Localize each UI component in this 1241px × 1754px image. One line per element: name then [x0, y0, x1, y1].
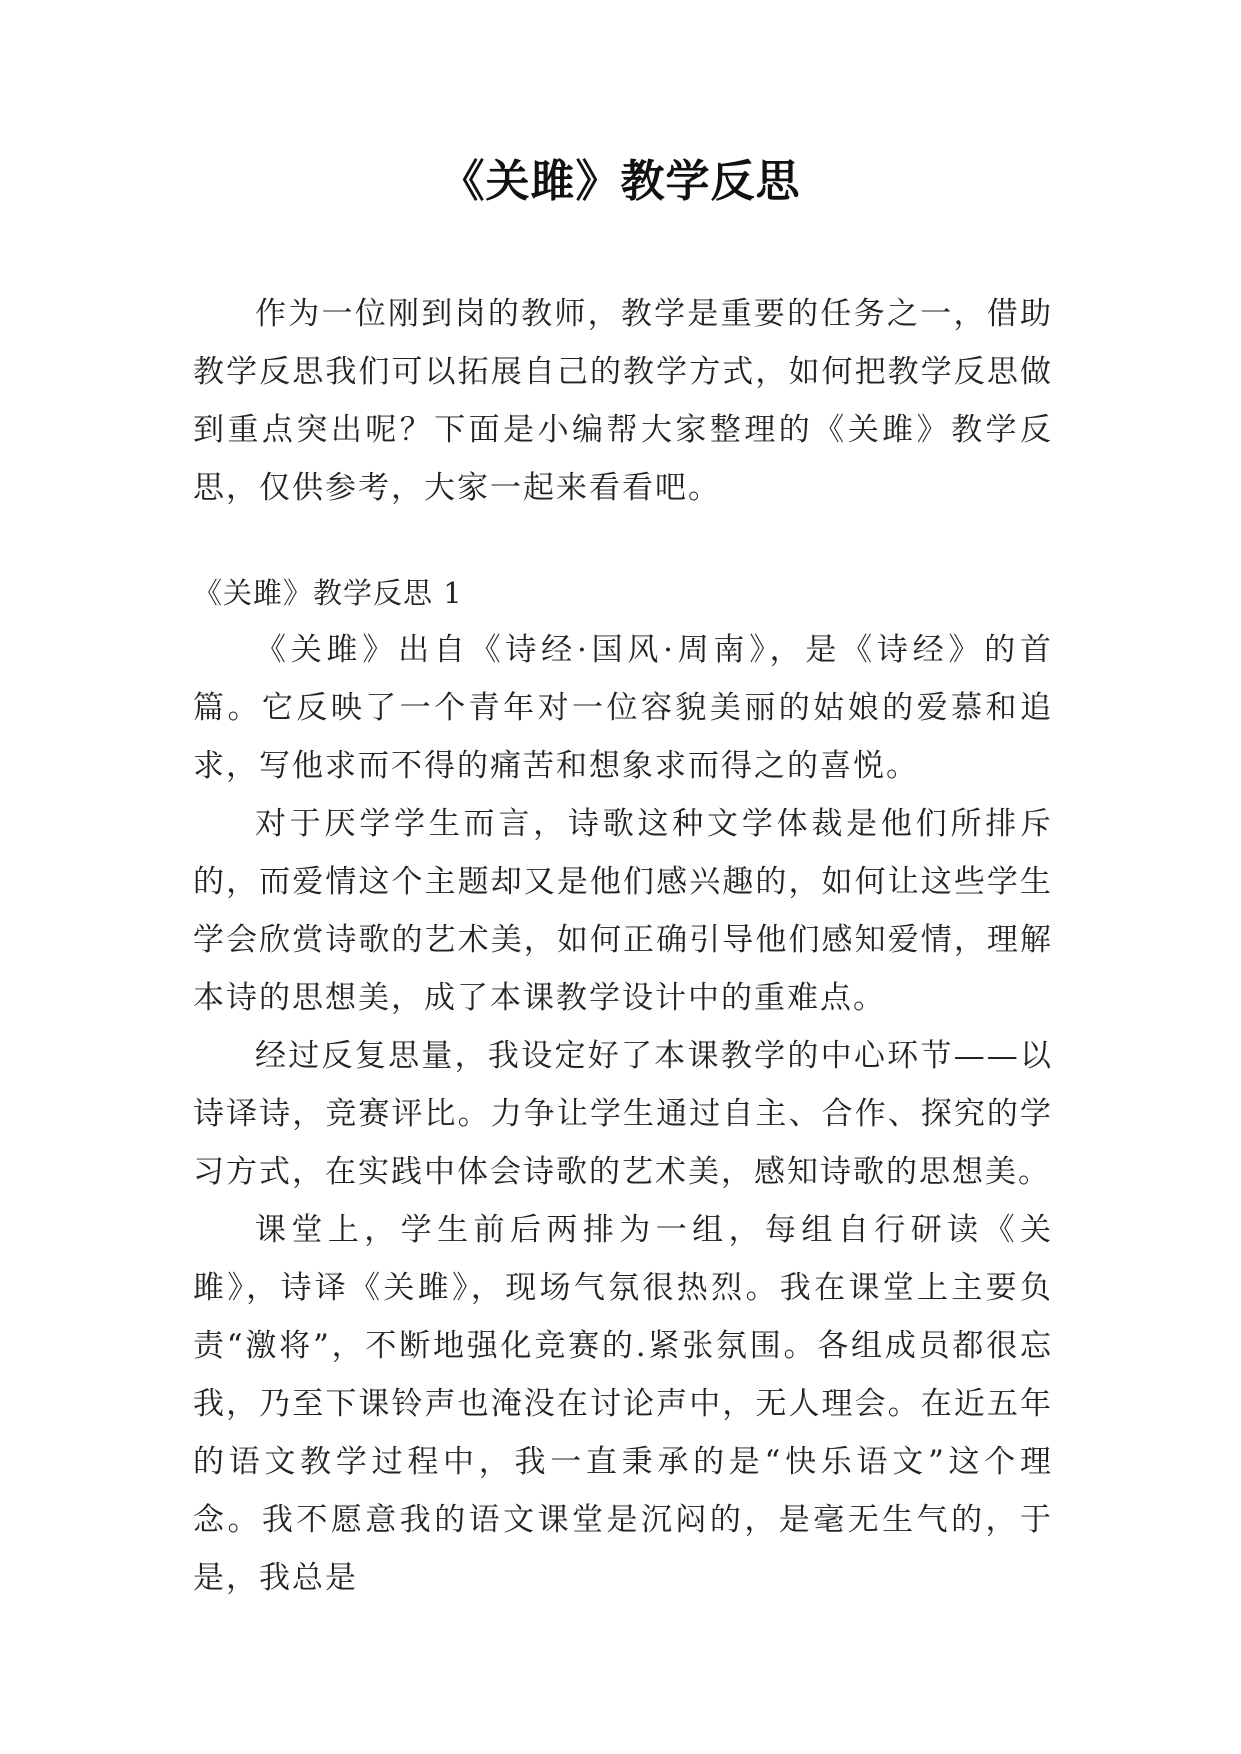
body-paragraph: 《关雎》出自《诗经·国风·周南》，是《诗经》的首篇。它反映了一个青年对一位容貌美丽的姑娘的爱慕和追求，写他求而不得的痛苦和想象求而得之的喜悦。 — [193, 632, 1053, 784]
document-body — [193, 285, 1053, 1607]
body-paragraph: 课堂上，学生前后两排为一组，每组自行研读《关雎》，诗译《关雎》，现场气氛很热烈。我在课堂上主要负责“激将”，不断地强化竞赛的.紧张氛围。各组成员都很忘我，乃至下课铃声也淹没在讨论声中，无人理会。在近五年的语文教学过程中，我一直秉承的是“快乐语文”这个理念。我不愿意我的语文课堂是沉闷的，是毫无生气的，于是，我总是 — [193, 1212, 1053, 1596]
section-heading: 《关雎》教学反思 1 — [193, 576, 463, 610]
body-paragraph: 经过反复思量，我设定好了本课教学的中心环节——以诗译诗，竞赛评比。力争让学生通过自主、合作、探究的学习方式，在实践中体会诗歌的艺术美，感知诗歌的思想美。 — [193, 1038, 1053, 1190]
intro-paragraph: 作为一位刚到岗的教师，教学是重要的任务之一，借助教学反思我们可以拓展自己的教学方式，如何把教学反思做到重点突出呢？下面是小编帮大家整理的《关雎》教学反思，仅供参考，大家一起来看看吧。 — [193, 296, 1053, 506]
document-title: 《关雎》教学反思 — [440, 156, 801, 207]
body-paragraph: 对于厌学学生而言，诗歌这种文学体裁是他们所排斥的，而爱情这个主题却又是他们感兴趣的，如何让这些学生学会欣赏诗歌的艺术美，如何正确引导他们感知爱情，理解本诗的思想美，成了本课教学设计中的重难点。 — [193, 806, 1053, 1016]
